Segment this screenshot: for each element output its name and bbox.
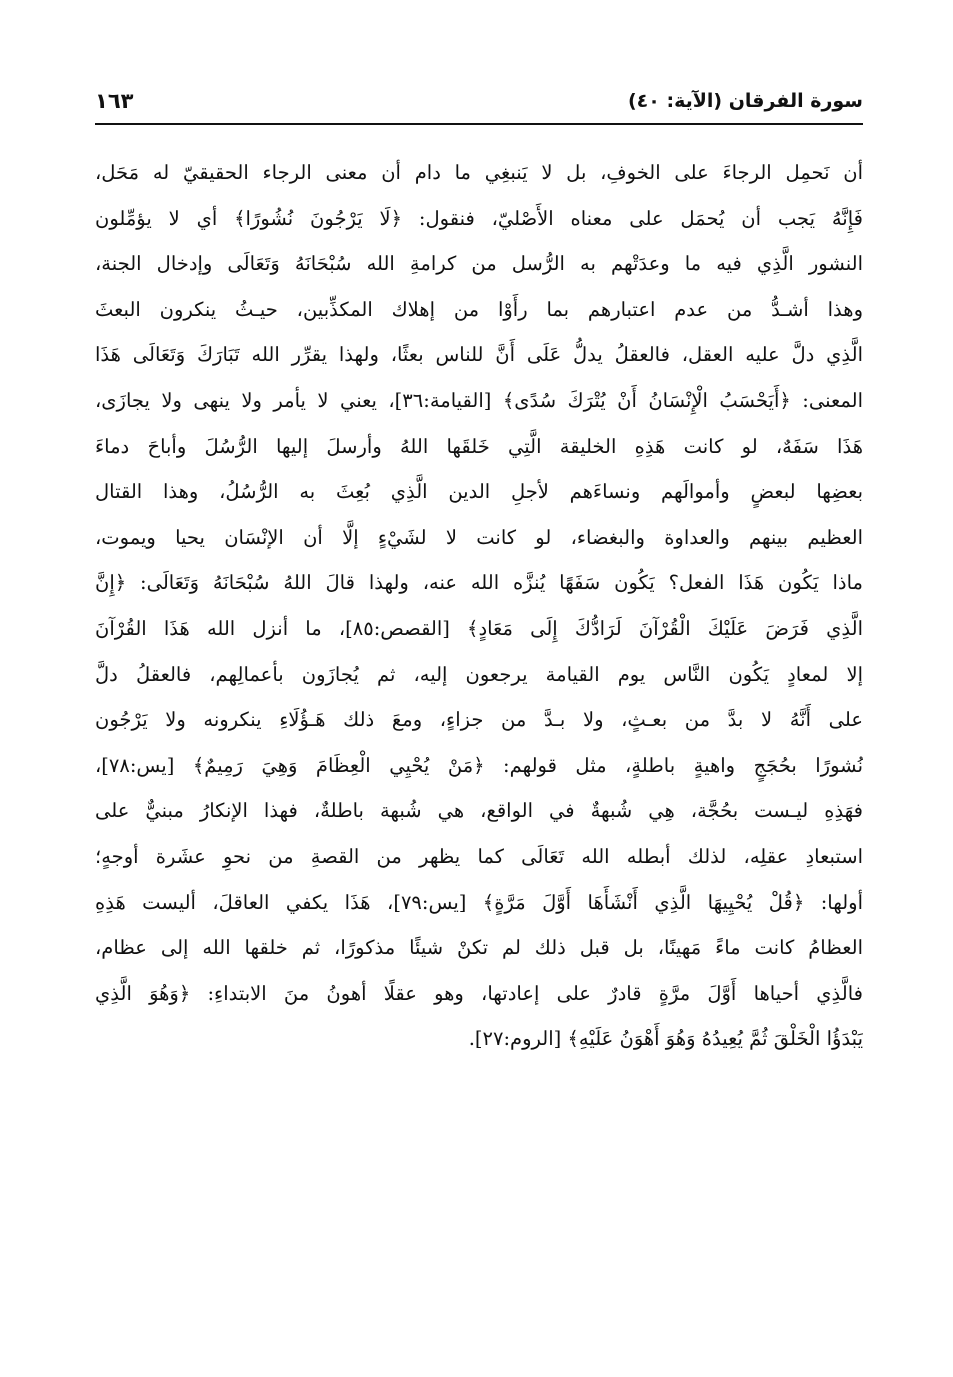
text-line: على أَنَّهُ لا بدَّ من بعـثٍ، ولا بـدَّ من جزاءٍ، ومعَ ذلك هَـؤُلَاءِ ينكرونه ولا يَرْجُون (95, 708, 863, 732)
page-number: ١٦٣ (95, 89, 134, 113)
text-line: هَذَا سَفَهٌ، لو كانت هَذِهِ الخليقة الَّتِي خَلقَها اللهُ وأرسلَ إليها الرُّسُلَ وأباحَ دماءَ (95, 434, 863, 458)
text-line: فَإِنَّهُ يَجب أن يُحمَل على معناه الأَصْليّ، فنقول: ﴿لَا يَرْجُونَ نُشُورًا﴾ أي لا يؤمِّلون (95, 206, 863, 230)
text-line: العظامُ كانت ماءً مَهينًا، بل قبل ذلك لم تكنْ شيئًا مذكورًا، ثم خلقها الله إلى عظام، (95, 936, 863, 960)
text-line: بعضِها لبعضٍ وأموالَهم ونساءَهم لأجلِ الدين الَّذِي بُعِثَ به الرُّسُلُ، وهذا القتال (95, 480, 863, 504)
text-line: العظيم بينهم والعداوة والبغضاء، لو كانت لا لشَيْءٍ إلَّا أن الإنْسَان يحيا ويموت، (95, 525, 863, 549)
running-title: سورة الفرقان (الآية: ٤٠) (627, 90, 863, 112)
text-line: أن نَحمِل الرجاءَ على الخوفِ، بل لا يَنبغِي ما دام أن معنى الرجاء الحقيقيّ له مَحَل، (95, 161, 863, 184)
text-line: أولها: ﴿قُلْ يُحْيِيهَا الَّذِي أَنْشَأَهَا أَوَّلَ مَرَّةٍ﴾ [يس:٧٩]، هَذَا يكفي العاقلَ، أليست هَذِهِ (95, 890, 863, 914)
text-line: الَّذِي فَرَضَ عَلَيْكَ الْقُرْآنَ لَرَادُّكَ إِلَى مَعَادٍ﴾ [القصص:٨٥]، ما أنزل الله هَذَا القُرْآنَ (95, 616, 863, 640)
text-line: النشور الَّذِي فيه ما وعدَتْهم به الرُّسل من كرامةِ الله سُبْحَانَهُ وَتَعَالَى وإدخال الجنة، (95, 252, 863, 276)
header-divider (95, 123, 863, 125)
body-text (95, 150, 863, 1062)
page-header (95, 88, 863, 122)
text-line: يَبْدَؤُا الْخَلْقَ ثُمَّ يُعِيدُهُ وَهُوَ أَهْوَنُ عَلَيْهِ﴾ [الروم:٢٧]. (468, 1027, 863, 1051)
text-line: إلا لمعادٍ يَكُون النَّاس يوم القيامة يرجعون إليه، ثم يُجازَون بأعمالِهم، فالعقلُ دلَّ (95, 662, 863, 686)
text-line: استبعادِ عقلِه، لذلك أبطله الله تَعَالَى كما يظهر من القصةِ من نحوِ عشَرة أوجهٍ؛ (95, 844, 863, 868)
text-line: المعنى: ﴿أَيَحْسَبُ الْإِنْسَانُ أَنْ يُتْرَكَ سُدًى﴾ [القيامة:٣٦]، يعني لا يأمر ولا ينهى ولا يجازَى، (95, 388, 863, 412)
text-line: فهَذِهِ ليـست بحُجَّة، هِي شُبهةٌ في الواقع، هي شُبهة باطلةٌ، فهذا الإنكارُ مبنيٌّ على (95, 799, 863, 823)
text-line: نُشورًا بحُجَجٍ واهيةٍ باطلةٍ، مثل قولهم: ﴿مَنْ يُحْيِي الْعِظَامَ وَهِيَ رَمِيمٌ﴾ [يس:٧٨]، (95, 753, 863, 777)
text-line: الَّذِي دلَّ عليه العقل، فالعقلُ يدلُّ عَلَى أَنَّ للناس بعثًا، ولهذا يقرِّر الله تَبَارَكَ وَتَعَالَى هَذَا (95, 343, 863, 367)
text-line: وهذا أشـدُّ من عدم اعتبارهم بما رأَوْا من إهلاك المكذِّبين، حيـثُ ينكرون البعثَ (95, 297, 863, 321)
text-line: ماذا يَكُون هَذَا الفعل؟ يَكُون سَفَهًا يُنزَّه الله عنه، ولهذا قالَ اللهُ سُبْحَانَهُ وَتَعَالَى: ﴿إِنَّ (95, 571, 863, 595)
text-line: فالَّذِي أحياها أَوَّلَ مرَّةٍ قادرٌ على إعادتها، وهو عقلًا أهونُ منَ الابتداءِ: ﴿وَهُوَ الَّذِي (95, 981, 863, 1005)
